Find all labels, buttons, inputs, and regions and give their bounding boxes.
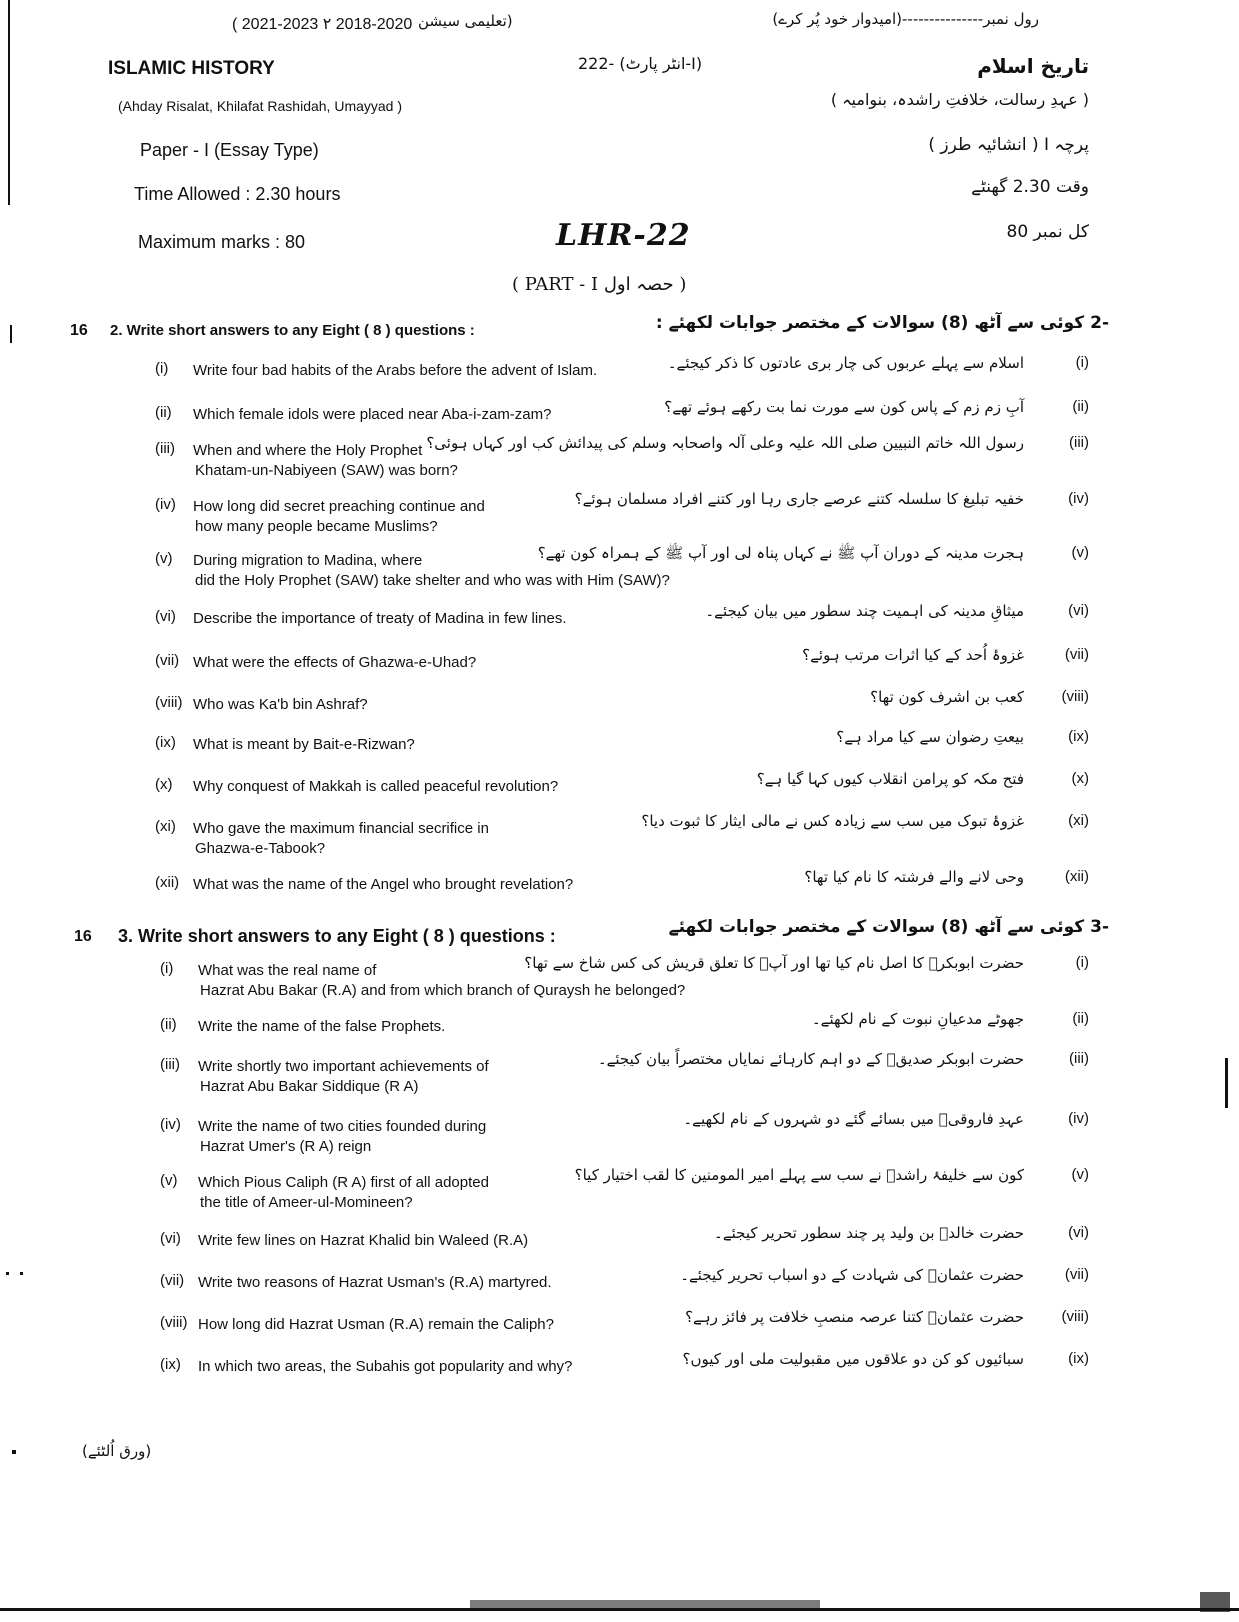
question-number: (ix) bbox=[160, 1356, 181, 1373]
subject-subtitle: (Ahday Risalat, Khilafat Rashidah, Umayyad ) bbox=[118, 98, 403, 114]
question-text: When and where the Holy Prophet bbox=[193, 442, 423, 459]
question-text: During migration to Madina, where bbox=[193, 552, 423, 569]
question-number: (iv) bbox=[155, 496, 176, 513]
question-number-ur: (ii) bbox=[1072, 398, 1089, 415]
question-text: What was the real name of bbox=[198, 962, 377, 979]
question-text: Who gave the maximum financial secrifice in bbox=[193, 820, 489, 837]
left-edge-dot-3 bbox=[12, 1450, 16, 1454]
question-number-ur: (xi) bbox=[1068, 812, 1089, 829]
paper-code: 222- (انٹر پارٹ-I) bbox=[578, 54, 703, 73]
question-text-ur: جھوٹے مدعیانِ نبوت کے نام لکھئے۔ bbox=[811, 1010, 1024, 1028]
question-number-ur: (i) bbox=[1075, 354, 1089, 371]
section-2-marks: 16 bbox=[70, 322, 88, 339]
question-text-ur: فتح مکہ کو پرامن انقلاب کیوں کہا گیا ہے؟ bbox=[756, 770, 1024, 788]
bottom-scan-line bbox=[0, 1608, 1239, 1611]
question-number: (xi) bbox=[155, 818, 176, 835]
question-text-ur: میثاقِ مدینہ کی اہمیت چند سطور میں بیان کیجئے۔ bbox=[705, 602, 1024, 620]
left-margin-tick bbox=[10, 325, 12, 343]
subject-title: ISLAMIC HISTORY bbox=[108, 58, 275, 79]
question-text-continued: Hazrat Abu Bakar (R.A) and from which branch of Quraysh he belonged? bbox=[200, 982, 686, 999]
question-text-continued: Hazrat Umer's (R A) reign bbox=[200, 1138, 372, 1155]
bottom-scan-smudge bbox=[470, 1600, 820, 1608]
maximum-marks-ur: کل نمبر 80 bbox=[1006, 222, 1089, 242]
question-text: Describe the importance of treaty of Madina in few lines. bbox=[193, 610, 567, 627]
question-number: (vii) bbox=[155, 652, 180, 669]
question-text-ur: کعب بن اشرف کون تھا؟ bbox=[870, 688, 1024, 706]
turn-over-note: (ورق اُلٹئے) bbox=[82, 1442, 152, 1460]
session-label-ur: (تعلیمی سیشن bbox=[418, 12, 513, 30]
question-text-ur: بیعتِ رضوان سے کیا مراد ہے؟ bbox=[836, 728, 1024, 746]
question-text: How long did secret preaching continue and bbox=[193, 498, 485, 515]
question-text-ur: حضرت خالدؓ بن ولید پر چند سطور تحریر کیجئے۔ bbox=[714, 1224, 1024, 1242]
question-number-ur: (viii) bbox=[1061, 688, 1089, 705]
question-text-ur: حضرت عثمانؓ کتنا عرصہ منصبِ خلافت پر فائز رہے؟ bbox=[685, 1308, 1024, 1326]
question-number: (vi) bbox=[155, 608, 176, 625]
question-text-ur: حضرت عثمانؓ کی شہادت کے دو اسباب تحریر کیجئے۔ bbox=[680, 1266, 1024, 1284]
question-text: Write the name of two cities founded during bbox=[198, 1118, 487, 1135]
question-text-ur: غزوۂ تبوک میں سب سے زیادہ کس نے مالی ایثار کا ثبوت دیا؟ bbox=[641, 812, 1024, 830]
question-text: Write two reasons of Hazrat Usman's (R.A) martyred. bbox=[198, 1274, 552, 1291]
question-number: (vi) bbox=[160, 1230, 181, 1247]
question-number-ur: (i) bbox=[1075, 954, 1089, 971]
question-text-continued: did the Holy Prophet (SAW) take shelter and who was with Him (SAW)? bbox=[195, 572, 670, 589]
question-text-ur: کون سے خلیفۂ راشدؓ نے سب سے پہلے امیر المومنین کا لقب اختیار کیا؟ bbox=[574, 1166, 1024, 1184]
roll-number-ur: رول نمبر---------------(امیدوار خود پُر کرے) bbox=[772, 10, 1039, 28]
question-text-continued: the title of Ameer-ul-Momineen? bbox=[200, 1194, 413, 1211]
corner-scan-mark bbox=[1200, 1592, 1230, 1612]
question-text: Write few lines on Hazrat Khalid bin Waleed (R.A) bbox=[198, 1232, 529, 1249]
question-text: How long did Hazrat Usman (R.A) remain the Caliph? bbox=[198, 1316, 554, 1333]
section-3-marks: 16 bbox=[74, 928, 92, 945]
question-text: Which female idols were placed near Aba-i-zam-zam? bbox=[193, 406, 552, 423]
question-text-ur: سبائیوں کو کن دو علاقوں میں مقبولیت ملی اور کیوں؟ bbox=[682, 1350, 1024, 1368]
question-text: What is meant by Bait-e-Rizwan? bbox=[193, 736, 415, 753]
question-number: (xii) bbox=[155, 874, 180, 891]
question-text-ur: ہجرت مدینہ کے دوران آپ ﷺ نے کہاں پناہ لی اور آپ ﷺ کے ہمراہ کون تھے؟ bbox=[537, 544, 1024, 562]
question-text: Who was Ka'b bin Ashraf? bbox=[193, 696, 368, 713]
question-number: (vii) bbox=[160, 1272, 185, 1289]
question-number-ur: (ix) bbox=[1068, 1350, 1089, 1367]
question-number-ur: (iv) bbox=[1068, 490, 1089, 507]
question-number-ur: (iii) bbox=[1069, 434, 1089, 451]
question-text-continued: Hazrat Abu Bakar Siddique (R A) bbox=[200, 1078, 419, 1095]
question-number: (i) bbox=[160, 960, 174, 977]
question-text: Write the name of the false Prophets. bbox=[198, 1018, 446, 1035]
question-text: In which two areas, the Subahis got popularity and why? bbox=[198, 1358, 573, 1375]
question-text-ur: حضرت ابوبکرؓ کا اصل نام کیا تھا اور آپؓ کا تعلق قریش کی کس شاخ سے تھا؟ bbox=[524, 954, 1024, 972]
question-text: What were the effects of Ghazwa-e-Uhad? bbox=[193, 654, 477, 671]
question-text-ur: وحی لانے والے فرشتہ کا نام کیا تھا؟ bbox=[804, 868, 1024, 886]
time-allowed: Time Allowed : 2.30 hours bbox=[134, 184, 341, 204]
right-edge-mark bbox=[1225, 1058, 1228, 1108]
board-stamp-handwritten: LHR-22 bbox=[556, 218, 691, 253]
question-number-ur: (vi) bbox=[1068, 1224, 1089, 1241]
question-text-continued: Ghazwa-e-Tabook? bbox=[195, 840, 326, 857]
question-text-continued: Khatam-un-Nabiyeen (SAW) was born? bbox=[195, 462, 458, 479]
question-number-ur: (iv) bbox=[1068, 1110, 1089, 1127]
question-text-continued: how many people became Muslims? bbox=[195, 518, 438, 535]
question-text: Write shortly two important achievements of bbox=[198, 1058, 489, 1075]
left-margin-line bbox=[8, 0, 10, 205]
question-text-ur: خفیہ تبلیغ کا سلسلہ کتنے عرصے جاری رہا اور کتنے افراد مسلمان ہوئے؟ bbox=[574, 490, 1024, 508]
question-number: (x) bbox=[155, 776, 173, 793]
subject-subtitle-ur: ( عہدِ رسالت، خلافتِ راشدہ، بنوامیہ ) bbox=[830, 90, 1089, 109]
question-number-ur: (ii) bbox=[1072, 1010, 1089, 1027]
question-number: (ii) bbox=[160, 1016, 177, 1033]
section-2-heading-ur: -2 کوئی سے آٹھ (8) سوالات کے مختصر جوابات لکھئے : bbox=[655, 313, 1109, 333]
question-number: (v) bbox=[155, 550, 173, 567]
section-3-heading: 3. Write short answers to any Eight ( 8 ) questions : bbox=[118, 926, 556, 946]
question-number: (ix) bbox=[155, 734, 176, 751]
left-edge-dot-2 bbox=[20, 1272, 23, 1275]
question-number: (i) bbox=[155, 360, 169, 377]
maximum-marks: Maximum marks : 80 bbox=[138, 232, 306, 252]
time-allowed-ur: وقت 2.30 گھنٹے bbox=[971, 177, 1089, 197]
question-text-ur: رسول اللہ خاتم النبیین صلی اللہ علیہ وعلی آلہ واصحابہ وسلم کی پیدائش کب اور کہاں ہوئی؟ bbox=[426, 434, 1024, 452]
question-text: Why conquest of Makkah is called peaceful revolution? bbox=[193, 778, 559, 795]
question-number: (v) bbox=[160, 1172, 178, 1189]
question-number: (viii) bbox=[155, 694, 183, 711]
question-text-ur: حضرت ابوبکر صدیقؓ کے دو اہم کارہائے نمایاں مختصراً بیان کیجئے۔ bbox=[597, 1050, 1024, 1068]
left-edge-dot-1 bbox=[6, 1272, 9, 1275]
part-label: ( PART - I حصہ اول ) bbox=[512, 274, 687, 295]
paper-type: Paper - I (Essay Type) bbox=[140, 140, 319, 160]
question-text: Write four bad habits of the Arabs before the advent of Islam. bbox=[193, 362, 598, 379]
question-text-ur: آبِ زم زم کے پاس کون سے مورت نما بت رکھے ہوئے تھے؟ bbox=[664, 398, 1024, 416]
question-number-ur: (vi) bbox=[1068, 602, 1089, 619]
question-number-ur: (ix) bbox=[1068, 728, 1089, 745]
question-number-ur: (vii) bbox=[1064, 1266, 1089, 1283]
question-number: (iii) bbox=[155, 440, 175, 457]
question-number-ur: (vii) bbox=[1064, 646, 1089, 663]
question-text: What was the name of the Angel who brought revelation? bbox=[193, 876, 574, 893]
section-3-heading-ur: -3 کوئی سے آٹھ (8) سوالات کے مختصر جوابات لکھئے bbox=[668, 917, 1109, 937]
question-number-ur: (v) bbox=[1071, 544, 1089, 561]
question-text-ur: عہدِ فاروقیؓ میں بسائے گئے دو شہروں کے نام لکھیے۔ bbox=[683, 1110, 1024, 1128]
question-text: Which Pious Caliph (R A) first of all adopted bbox=[198, 1174, 489, 1191]
subject-title-ur: تاریخ اسلام bbox=[977, 54, 1089, 78]
question-number-ur: (iii) bbox=[1069, 1050, 1089, 1067]
session-years: ( 2021-2023 ۲ 2018-2020 bbox=[232, 16, 413, 33]
question-number: (iii) bbox=[160, 1056, 180, 1073]
question-number: (viii) bbox=[160, 1314, 188, 1331]
question-text-ur: غزوۂ اُحد کے کیا اثرات مرتب ہوئے؟ bbox=[802, 646, 1024, 664]
question-text-ur: اسلام سے پہلے عربوں کی چار بری عادتوں کا ذکر کیجئے۔ bbox=[667, 354, 1024, 372]
question-number-ur: (xii) bbox=[1064, 868, 1089, 885]
question-number: (iv) bbox=[160, 1116, 181, 1133]
question-number-ur: (viii) bbox=[1061, 1308, 1089, 1325]
question-number: (ii) bbox=[155, 404, 172, 421]
section-2-heading: 2. Write short answers to any Eight ( 8 ) questions : bbox=[110, 322, 475, 339]
paper-type-ur: پرچہ I ( انشائیہ طرز ) bbox=[928, 135, 1089, 155]
question-number-ur: (v) bbox=[1071, 1166, 1089, 1183]
question-number-ur: (x) bbox=[1071, 770, 1089, 787]
